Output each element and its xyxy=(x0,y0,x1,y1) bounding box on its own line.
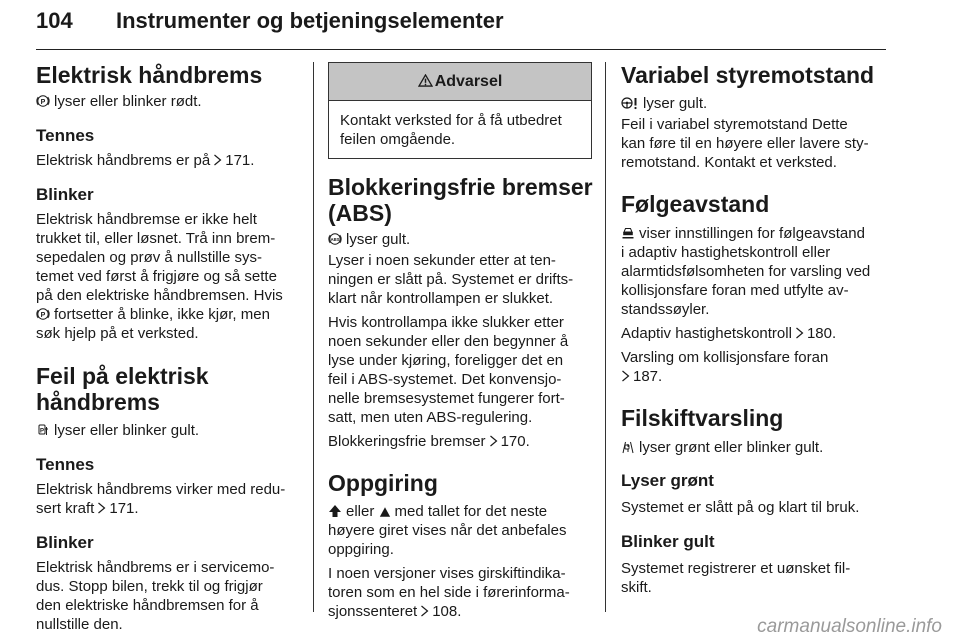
page-reference-arrow-icon xyxy=(489,435,498,447)
chapter-title: Instrumenter og betjeningselementer xyxy=(116,8,504,33)
page-reference-arrow-icon xyxy=(97,502,106,514)
green-text: Systemet er slått på og klart til bruk. xyxy=(621,499,860,516)
parking-brake-icon xyxy=(36,307,50,321)
page-ref-171-link[interactable]: 171. xyxy=(225,152,255,169)
heading-lyser-gront: Lyser grønt xyxy=(621,471,714,490)
fcw-reference: Varsling om kollisjonsfare foran 187. xyxy=(621,349,829,385)
heading-tennes-1: Tennes xyxy=(36,126,95,145)
watermark: carmanualsonline.info xyxy=(757,616,942,637)
abs-icon xyxy=(328,232,342,246)
page-reference-arrow-icon xyxy=(420,605,429,617)
warning-box xyxy=(328,62,592,159)
column-3 xyxy=(621,62,889,597)
page-reference-arrow-icon xyxy=(621,370,630,382)
page-ref-170-link[interactable]: 170. xyxy=(500,433,530,450)
heading-upshift: Oppgiring xyxy=(328,470,438,496)
yellow-text: Systemet registrerer et uønsket fil- skift. xyxy=(621,560,851,596)
svg-text:P: P xyxy=(40,99,46,106)
tennes-2-text: Elektrisk håndbrems virker med redu- sert kraft 171. xyxy=(36,481,286,517)
page-number: 104 xyxy=(36,8,73,33)
heading-following-distance: Følgeavstand xyxy=(621,191,770,217)
heading-parking-brake-fault: Feil på elektrisk håndbrems xyxy=(36,363,209,415)
warning-body: Kontakt verksted for å få utbedret feilen omgående. xyxy=(340,112,562,148)
warning-header: Advarsel xyxy=(329,63,591,101)
page-header xyxy=(36,4,886,50)
svg-text:P: P xyxy=(39,428,45,435)
heading-variable-steering: Variabel styremotstand xyxy=(621,62,875,88)
svg-text:P: P xyxy=(40,312,46,319)
lane-intro: lyser grønt eller blinker gult. xyxy=(621,438,889,457)
steering-wheel-warning-icon xyxy=(621,96,639,110)
heading-abs: Blokkeringsfrie bremser (ABS) xyxy=(328,174,593,226)
heading-tennes-2: Tennes xyxy=(36,455,95,474)
column-divider-2 xyxy=(605,62,606,612)
page-ref-171-link-2[interactable]: 171. xyxy=(109,500,139,517)
page-reference-arrow-icon xyxy=(213,154,222,166)
abs-reference: Blokkeringsfrie bremser 170. xyxy=(328,433,530,450)
abs-intro: ABS lyser gult. xyxy=(328,230,592,249)
page-ref-108-link[interactable]: 108. xyxy=(432,603,462,620)
heading-lane-departure: Filskiftvarsling xyxy=(621,405,784,431)
vehicle-ahead-icon xyxy=(621,226,635,240)
tennes-1-text: Elektrisk håndbrems er på 171. xyxy=(36,152,255,169)
following-distance-text: viser innstillingen for følgeavstand i adaptiv hastighetskontroll eller alarmtidsfølsomheten for varsling ved kollisjonsfare foran med utfylte av- standssøyler. xyxy=(621,225,871,318)
svg-text:ABS: ABS xyxy=(330,237,340,242)
page-ref-180-link[interactable]: 180. xyxy=(806,325,837,342)
abs-paragraph-2: Hvis kontrollampa ikke slukker etter noen sekunder eller den begynner å lyse under kjøring, foreligger det en feil i ABS-systemet. Det konvensjo- nelle bremsesystemet fungerer fort- satt, men uten ABS-regulering. xyxy=(328,314,569,426)
parking-brake-intro: P lyser eller blinker rødt. xyxy=(36,92,304,111)
heading-blinker-gult: Blinker gult xyxy=(621,532,715,551)
column-2 xyxy=(328,62,592,621)
page-reference-arrow-icon xyxy=(795,327,804,339)
triangle-up-icon xyxy=(379,506,391,518)
column-divider-1 xyxy=(313,62,314,612)
parking-brake-icon xyxy=(36,94,50,108)
warning-triangle-icon xyxy=(418,74,433,87)
blinker-2-text: Elektrisk håndbrems er i servicemo- dus. Stopp bilen, trekk til og frigjør den elektriske håndbremsen for å nullstille den. xyxy=(36,559,275,633)
page-ref-187-link[interactable]: 187. xyxy=(633,368,663,385)
abs-paragraph-1: Lyser i noen sekunder etter at ten- ningen er slått på. Systemet er drifts- klart når kontrollampen er slukket. xyxy=(328,252,574,307)
steering-intro: lyser gult. xyxy=(621,94,889,113)
lane-departure-icon xyxy=(621,440,635,454)
upshift-paragraph-1: eller med tallet for det neste høyere giret vises når det anbefales oppgiring. xyxy=(328,503,567,558)
blinker-1-text: Elektrisk håndbremse er ikke helt trukket til, eller løsnet. Trå inn brem- sepedalen og prøv å nullstille sys- temet ved først å frigjøre og så sette på den elektriske håndbremsen. Hvis P fortsetter å blinke, ikke kjør, men søk hjelp på et verksted. xyxy=(36,211,283,342)
column-1 xyxy=(36,62,304,634)
upshift-paragraph-2: I noen versjoner vises girskiftindika- toren som en hel side i førerinforma- sjonssenteret 108. xyxy=(328,565,570,620)
acc-reference: Adaptiv hastighetskontroll 180. xyxy=(621,325,837,342)
heading-electric-parking-brake: Elektrisk håndbrems xyxy=(36,62,263,88)
upshift-arrow-icon xyxy=(328,504,342,518)
fault-intro: P lyser eller blinker gult. xyxy=(36,421,304,440)
heading-blinker-2: Blinker xyxy=(36,533,94,552)
heading-blinker-1: Blinker xyxy=(36,185,94,204)
parking-brake-fault-icon xyxy=(36,423,50,437)
steering-text: Feil i variabel styremotstand Dette kan føre til en høyere eller lavere sty- remotstand. Kontakt et verksted. xyxy=(621,116,869,171)
